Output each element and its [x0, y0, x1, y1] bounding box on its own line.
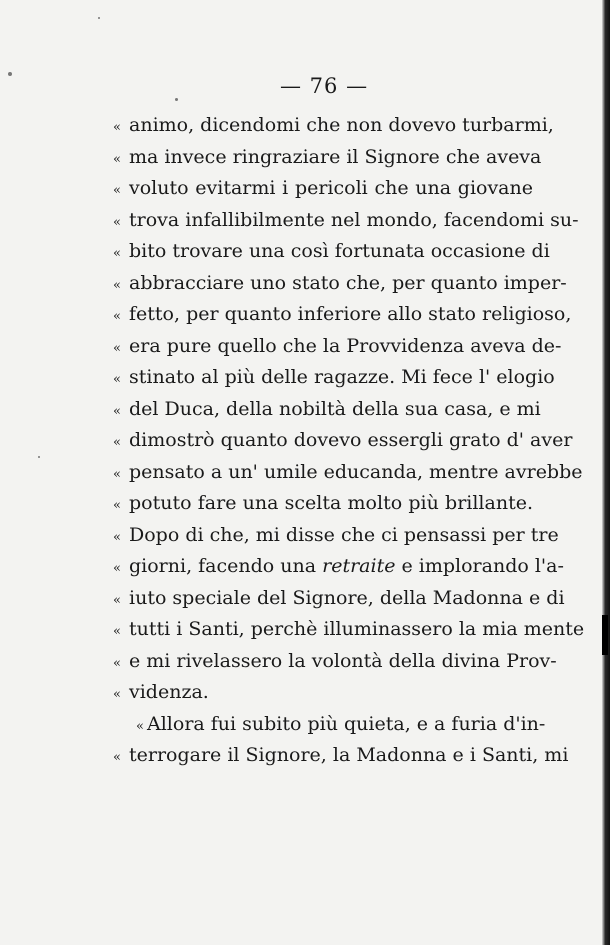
quote-mark: « [113, 498, 121, 513]
line-text: fetto, per quanto inferiore allo stato religioso, [129, 303, 572, 325]
text-line [113, 551, 564, 583]
text-line [113, 646, 557, 678]
line-text: era pure quello che la Provvidenza aveva de- [129, 334, 562, 357]
quote-mark: « [113, 309, 121, 324]
text-line [113, 394, 541, 426]
text-line [113, 583, 565, 615]
text-line [113, 740, 569, 772]
text-line [113, 488, 533, 520]
text-line [113, 268, 567, 300]
line-text-after: e implorando l'a- [395, 555, 564, 577]
text-line [113, 709, 546, 741]
text-line [113, 205, 579, 237]
quote-mark: « [113, 592, 121, 608]
quote-mark: « [113, 120, 121, 135]
quote-mark: « [113, 246, 121, 261]
book-spine-shadow [602, 0, 610, 945]
line-text: voluto evitarmi i pericoli che una giovane [129, 177, 533, 199]
line-text: trova infallibilmente nel mondo, facendomi su- [129, 208, 579, 231]
text-line [113, 677, 533, 709]
line-text: potuto fare una scelta molto più brillante. [129, 492, 533, 514]
text-line [113, 331, 562, 363]
quote-mark: « [113, 277, 121, 293]
quote-mark: « [136, 718, 144, 734]
spine-mark [602, 615, 608, 655]
quote-mark: « [113, 750, 121, 765]
text-line [113, 142, 542, 174]
line-text: del Duca, della nobiltà della sua casa, e mi [129, 397, 541, 420]
text-line [113, 520, 559, 552]
line-text: e mi rivelassero la volontà della divina Prov- [129, 649, 557, 672]
line-text: terrogare il Signore, la Madonna e i Santi, mi [129, 744, 569, 766]
text-line [113, 425, 573, 457]
quote-mark: « [113, 151, 121, 167]
quote-mark: « [113, 435, 121, 450]
quote-mark: « [113, 403, 121, 419]
quote-mark: « [113, 529, 121, 545]
text-line [113, 362, 555, 394]
quote-mark: « [113, 466, 121, 482]
quote-mark: « [113, 183, 121, 198]
quote-mark: « [113, 214, 121, 230]
text-line [113, 110, 554, 142]
line-text: pensato a un' umile educanda, mentre avrebbe [129, 460, 583, 483]
text-line [113, 173, 533, 205]
italic-word: retraite [322, 555, 396, 577]
text-line [113, 614, 585, 646]
line-text: dimostrò quanto dovevo essergli grato d' aver [129, 429, 573, 451]
text-line [113, 299, 572, 331]
text-line [113, 236, 550, 268]
line-text: abbracciare uno stato che, per quanto imper- [129, 271, 567, 294]
line-text [129, 551, 564, 583]
quote-mark: « [113, 372, 121, 387]
line-text: ma invece ringraziare il Signore che aveva [129, 145, 542, 168]
quote-mark: « [113, 561, 121, 576]
paper-speck [98, 17, 100, 19]
line-text-before: giorni, facendo una [129, 555, 323, 577]
page-number: — 76 — [280, 74, 369, 98]
line-text: tutti i Santi, perchè illuminassero la mia mente [129, 618, 585, 640]
quote-mark: « [113, 687, 121, 702]
quote-mark: « [113, 655, 121, 671]
line-text: iuto speciale del Signore, della Madonna e di [129, 586, 565, 609]
line-text: Allora fui subito più quieta, e a furia d'in- [147, 712, 546, 735]
quote-mark: « [113, 340, 121, 356]
paper-speck [8, 72, 12, 76]
line-text: videnza. [129, 681, 209, 703]
text-block [113, 110, 585, 772]
line-text: bito trovare una così fortunata occasione di [129, 240, 550, 262]
quote-mark: « [113, 624, 121, 639]
line-text: animo, dicendomi che non dovevo turbarmi, [129, 114, 554, 136]
paper-speck [38, 456, 40, 458]
line-text: stinato al più delle ragazze. Mi fece l' elogio [129, 366, 555, 388]
line-text: Dopo di che, mi disse che ci pensassi per tre [129, 523, 559, 546]
text-line [113, 457, 583, 489]
paper-speck [175, 98, 178, 101]
